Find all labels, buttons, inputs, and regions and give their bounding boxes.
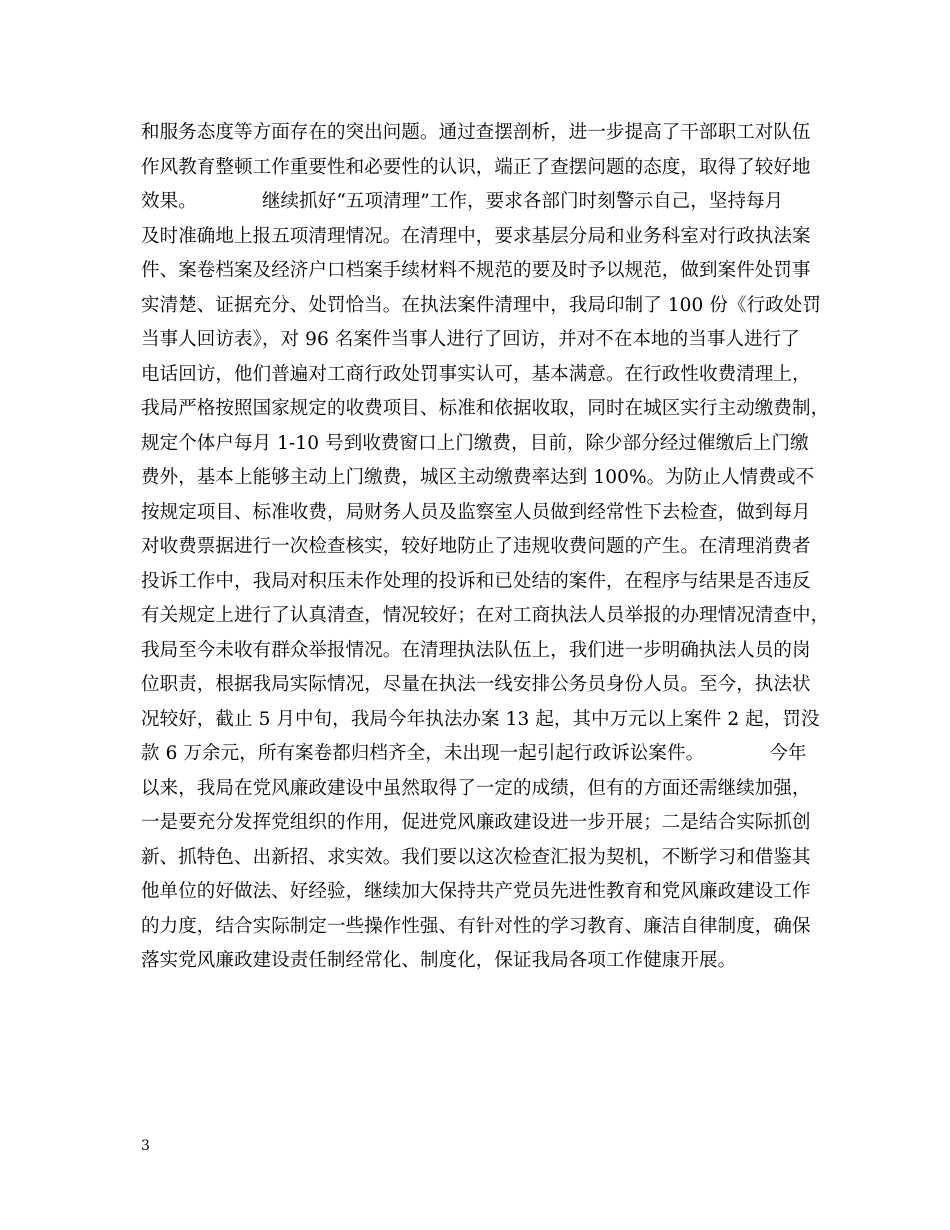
text-line: 作风教育整顿工作重要性和必要性的认识，端正了查摆问题的态度，取得了较好地 xyxy=(141,156,811,178)
text-line: 位职责，根据我局实际情况，尽量在执法一线安排公务员身份人员。至今，执法状 xyxy=(141,674,811,695)
text-line: 款 6 万余元，所有案卷都归档齐全，未出现一起引起行政诉讼案件。 今年 xyxy=(141,743,807,764)
text-line: 实清楚、证据充分、处罚恰当。在执法案件清理中，我局印制了 100 份《行政处罚 xyxy=(141,294,821,316)
text-line: 效果。 继续抓好“五项清理”工作，要求各部门时刻警示自己，坚持每月 xyxy=(141,191,784,212)
text-line: 有关规定上进行了认真清查，情况较好；在对工商执法人员举报的办理情况清查中， xyxy=(141,605,830,626)
text-line: 投诉工作中，我局对积压未作处理的投诉和已处结的案件，在程序与结果是否违反 xyxy=(141,570,811,592)
body-text xyxy=(141,116,830,979)
text-line: 和服务态度等方面存在的突出问题。通过查摆剖析，进一步提高了干部职工对队伍 xyxy=(141,122,811,143)
text-line: 我局严格按照国家规定的收费项目、标准和依据收取，同时在城区实行主动缴费制， xyxy=(141,398,830,419)
text-line: 件、案卷档案及经济户口档案手续材料不规范的要及时予以规范，做到案件处罚事 xyxy=(141,260,811,281)
text-line: 他单位的好做法、好经验，继续加大保持共产党员先进性教育和党风廉政建设工作 xyxy=(141,881,811,902)
text-line: 况较好，截止 5 月中旬，我局今年执法办案 13 起，其中万元以上案件 2 起，罚没 xyxy=(141,708,820,730)
text-line: 的力度，结合实际制定一些操作性强、有针对性的学习教育、廉洁自律制度，确保 xyxy=(141,915,811,937)
text-line: 及时准确地上报五项清理情况。在清理中，要求基层分局和业务科室对行政执法案 xyxy=(141,225,811,247)
text-line: 落实党风廉政建设责任制经常化、制度化，保证我局各项工作健康开展。 xyxy=(141,950,737,971)
text-line: 规定个体户每月 1-10 号到收费窗口上门缴费，目前，除少部分经过催缴后上门缴 xyxy=(141,432,809,454)
text-line: 一是要充分发挥党组织的作用，促进党风廉政建设进一步开展；二是结合实际抓创 xyxy=(141,812,811,833)
text-line: 电话回访，他们普遍对工商行政处罚事实认可，基本满意。在行政性收费清理上， xyxy=(141,363,811,385)
page-number: 3 xyxy=(141,1138,150,1154)
text-line: 我局至今未收有群众举报情况。在清理执法队伍上，我们进一步明确执法人员的岗 xyxy=(141,639,811,661)
text-line: 新、抓特色、出新招、求实效。我们要以这次检查汇报为契机，不断学习和借鉴其 xyxy=(141,846,811,868)
text-line: 当事人回访表》，对 96 名案件当事人进行了回访，并对不在本地的当事人进行了 xyxy=(141,329,800,350)
text-line: 费外，基本上能够主动上门缴费，城区主动缴费率达到 100%。为防止人情费或不 xyxy=(141,467,815,488)
text-line: 以来，我局在党风廉政建设中虽然取得了一定的成绩，但有的方面还需继续加强， xyxy=(141,777,811,799)
text-line: 对收费票据进行一次检查核实，较好地防止了违规收费问题的产生。在清理消费者 xyxy=(141,536,811,557)
text-line: 按规定项目、标准收费，局财务人员及监察室人员做到经常性下去检查，做到每月 xyxy=(141,501,811,523)
